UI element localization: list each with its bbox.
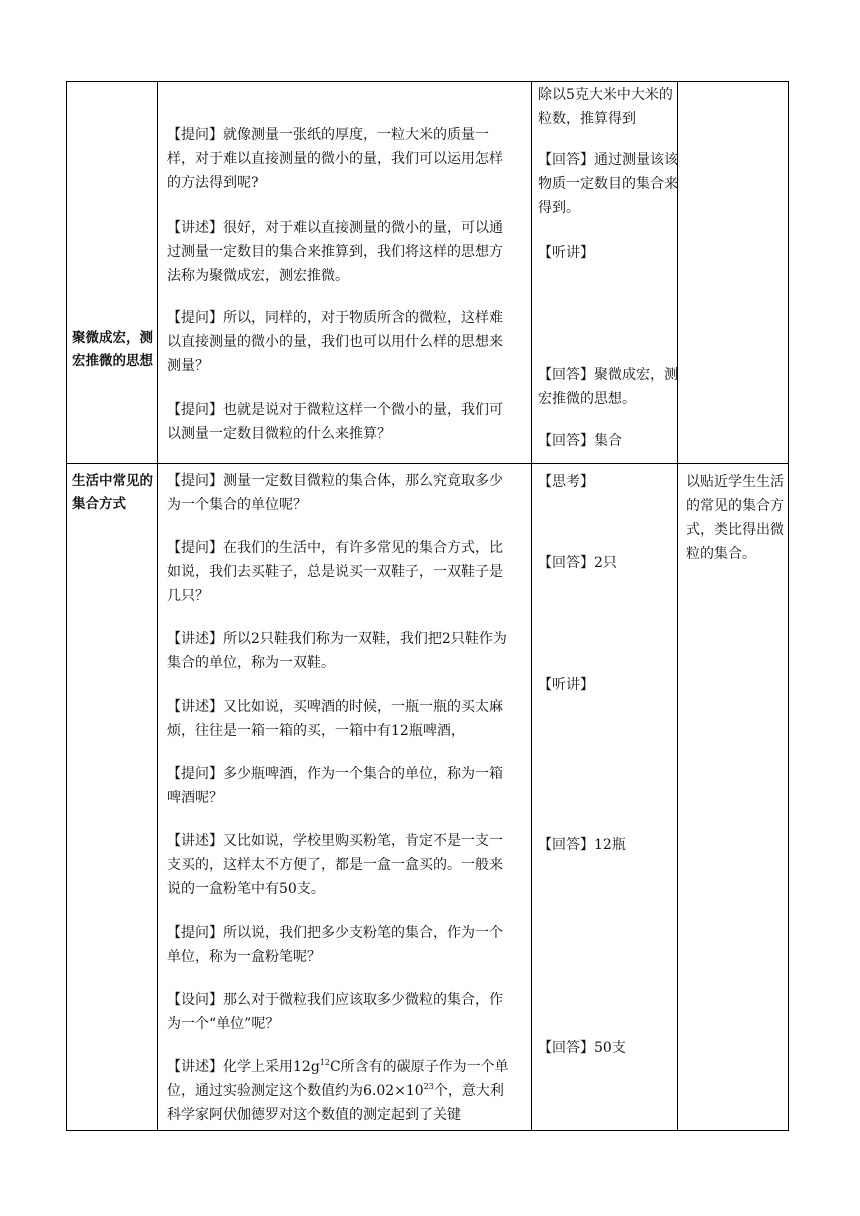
column-divider-2 (531, 81, 532, 1131)
student-activity: 【回答】50支 (538, 1040, 626, 1056)
teacher-activity: 【设问】那么对于微粒我们应该取多少微粒的集合，作为一个“单位”呢？ (167, 992, 503, 1032)
teacher-activity: 【提问】所以，同样的，对于物质所含的微粒，这样难以直接测量的微小的量，我们也可以用什么样的思想来测量？ (167, 310, 503, 374)
student-activity: 【回答】通过测量该该物质一定数目的集合来得到。 (538, 152, 678, 216)
table-border-right (788, 81, 789, 1131)
section-title-1: 聚微成宏，测宏推微的思想 (72, 330, 153, 369)
lesson-plan-table (66, 81, 789, 1131)
teacher-activity: 【讲述】又比如说，买啤酒的时候，一瓶一瓶的买太麻烦，往往是一箱一箱的买，一箱中有12瓶啤酒， (167, 699, 503, 739)
student-activity: 【思考】 (538, 474, 594, 490)
table-border-bottom (66, 1130, 789, 1131)
teacher-activity: 【提问】也就是说对于微粒这样一个微小的量，我们可以测量一定数目微粒的什么来推算？ (167, 402, 503, 442)
student-activity: 【回答】2只 (538, 555, 617, 571)
teacher-activity: 【提问】在我们的生活中，有许多常见的集合方式，比如说，我们去买鞋子，总是说买一双鞋子，一双鞋子是几只？ (167, 540, 503, 604)
teacher-activity: 【提问】所以说，我们把多少支粉笔的集合，作为一个单位，称为一盒粉笔呢？ (167, 925, 503, 965)
student-activity: 【回答】集合 (538, 433, 622, 449)
student-activity: 除以5克大米中大米的粒数，推算得到 (538, 87, 673, 127)
student-activity: 【回答】12瓶 (538, 837, 626, 853)
section-title-2: 生活中常见的集合方式 (72, 473, 153, 512)
student-activity: 【回答】聚微成宏，测宏推微的思想。 (538, 367, 678, 407)
teacher-activity: 【讲述】很好，对于难以直接测量的微小的量，可以通过测量一定数目的集合来推算到，我们将这样的思想方法称为聚微成宏，测宏推微。 (167, 220, 503, 284)
student-activity: 【听讲】 (538, 245, 594, 261)
teacher-activity: 【提问】测量一定数目微粒的集合体，那么究竟取多少为一个集合的单位呢？ (167, 473, 503, 513)
design-intent: 以贴近学生生活的常见的集合方式，类比得出微粒的集合。 (686, 474, 784, 562)
table-border-left (66, 81, 67, 1131)
teacher-activity: 【提问】就像测量一张纸的厚度，一粒大米的质量一样，对于难以直接测量的微小的量，我们可以运用怎样的方法得到呢? (167, 127, 503, 191)
teacher-activity-last: 【讲述】化学上采用$12g^{12}C$所含有的碳原子作为一个单位，通过实验测定这个数值约为$6.02\times 10^{23}$个，意大利科学家阿伏伽德罗对这个数值的测定起到了关键 (167, 1058, 509, 1123)
student-activity: 【听讲】 (538, 677, 594, 693)
table-border-top (66, 81, 789, 82)
teacher-activity: 【讲述】又比如说，学校里购买粉笔，肯定不是一支一支买的，这样太不方便了，都是一盒一盒买的。一般来说的一盒粉笔中有50支。 (167, 833, 503, 897)
column-divider-3 (677, 81, 678, 1131)
teacher-activity: 【讲述】所以2只鞋我们称为一双鞋，我们把2只鞋作为集合的单位，称为一双鞋。 (167, 631, 507, 671)
row-divider (66, 463, 789, 464)
column-divider-1 (157, 81, 158, 1131)
teacher-activity: 【提问】多少瓶啤酒，作为一个集合的单位，称为一箱啤酒呢？ (167, 766, 503, 806)
